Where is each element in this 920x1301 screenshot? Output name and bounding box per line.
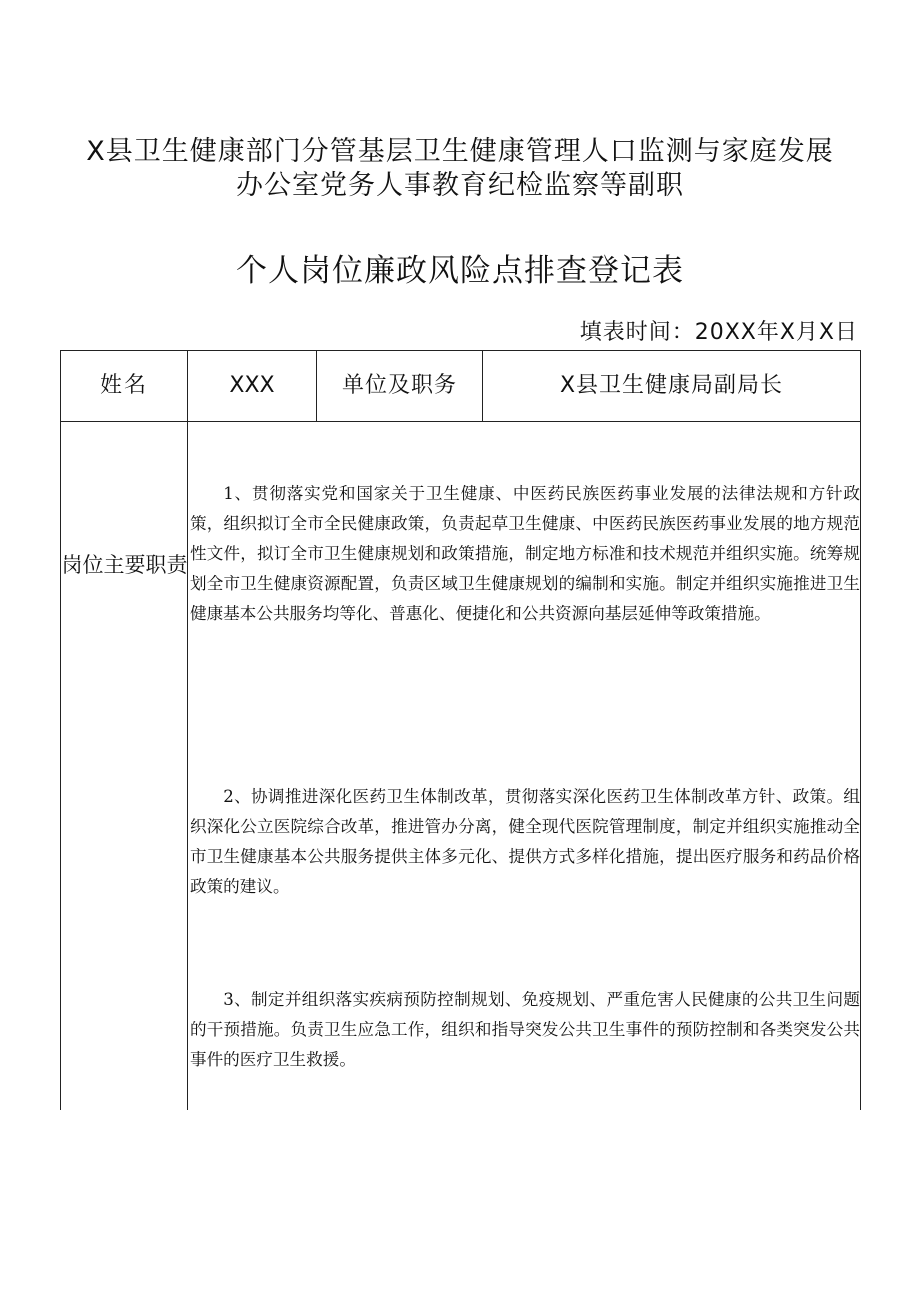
table-top-border bbox=[60, 350, 861, 351]
table-col-divider-1 bbox=[187, 350, 188, 1110]
table-left-border bbox=[60, 350, 61, 1110]
name-value: XXX bbox=[229, 373, 275, 398]
subtitle-line-1: X县卫生健康部门分管基层卫生健康管理人口监测与家庭发展 bbox=[86, 136, 834, 167]
duty-label: 岗位主要职责 bbox=[61, 553, 188, 577]
name-label: 姓名 bbox=[99, 373, 148, 398]
unit-value: X县卫生健康局副局长 bbox=[559, 373, 784, 398]
page-title: 个人岗位廉政风险点排查登记表 bbox=[236, 253, 684, 289]
unit-label: 单位及职务 bbox=[341, 373, 457, 398]
subtitle-line-2: 办公室党务人事教育纪检监察等副职 bbox=[236, 170, 684, 201]
table-row-divider bbox=[60, 421, 861, 422]
duty-paragraph-3: 3、制定并组织落实疾病预防控制规划、免疫规划、严重危害人民健康的公共卫生问题的干预措施。负责卫生应急工作，组织和指导突发公共卫生事件的预防控制和各类突发公共事件的医疗卫生救援。 bbox=[190, 990, 860, 1069]
fill-date: 填表时间：20XX年X月X日 bbox=[579, 320, 858, 345]
duty-paragraph-2: 2、协调推进深化医药卫生体制改革，贯彻落实深化医药卫生体制改革方针、政策。组织深化公立医院综合改革，推进管办分离，健全现代医院管理制度，制定并组织实施推动全市卫生健康基本公共服务提供主体多元化、提供方式多样化措施，提出医疗服务和药品价格政策的建议。 bbox=[190, 787, 860, 896]
table-right-border bbox=[860, 350, 861, 1110]
duty-paragraph-1: 1、贯彻落实党和国家关于卫生健康、中医药民族医药事业发展的法律法规和方针政策，组织拟订全市全民健康政策，负责起草卫生健康、中医药民族医药事业发展的地方规范性文件，拟订全市卫生健康规划和政策措施，制定地方标准和技术规范并组织实施。统筹规划全市卫生健康资源配置，负责区域卫生健康规划的编制和实施。制定并组织实施推进卫生健康基本公共服务均等化、普惠化、便捷化和公共资源向基层延伸等政策措施。 bbox=[190, 484, 860, 623]
